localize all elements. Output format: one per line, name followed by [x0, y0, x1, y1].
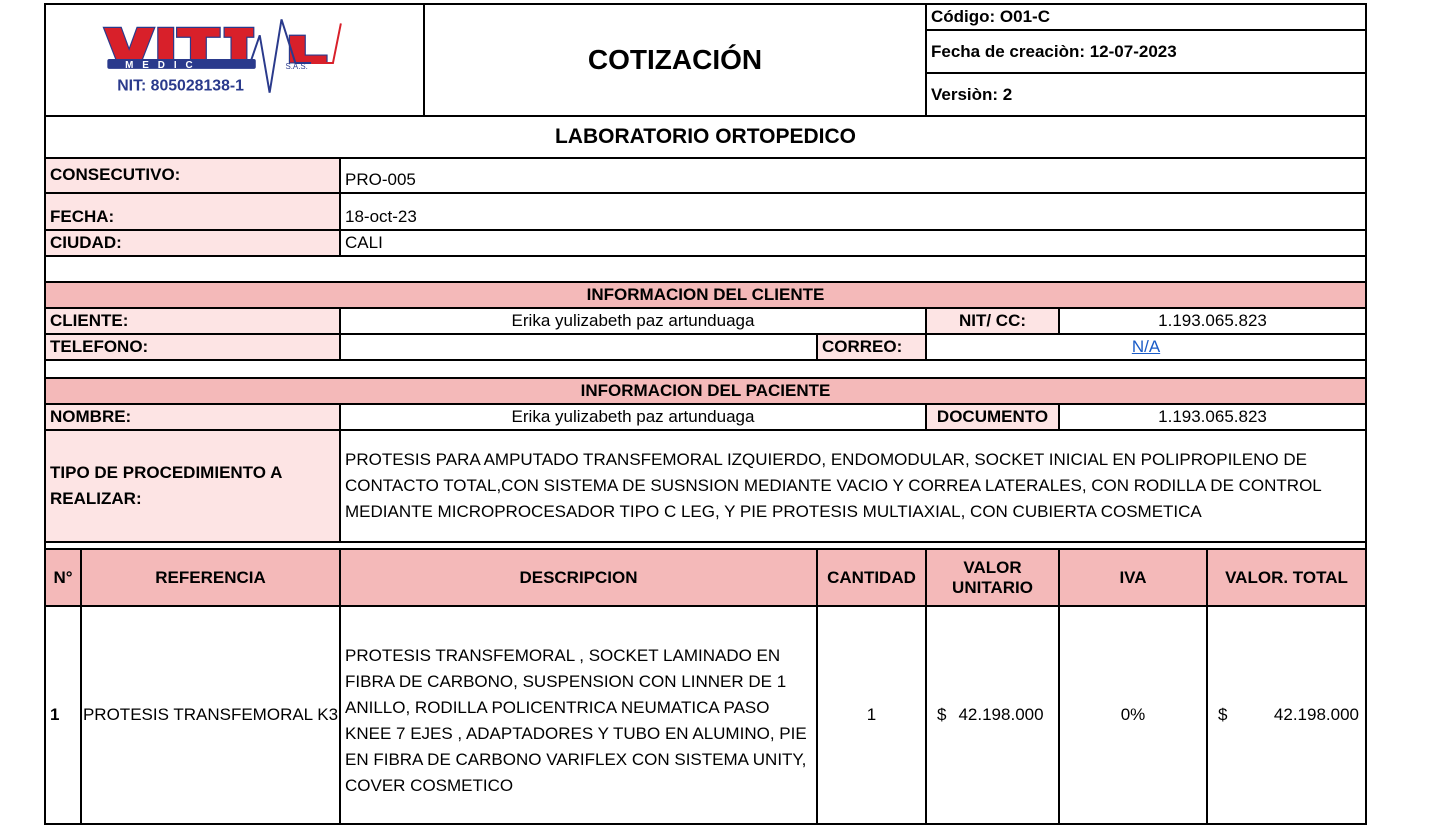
col-header-n: N°: [44, 548, 82, 607]
vittal-medic-logo: [46, 5, 423, 115]
procedimiento-label: TIPO DE PROCEDIMIENTO A REALIZAR:: [44, 429, 341, 543]
svg-text:MEDIC: MEDIC: [125, 59, 202, 71]
procedimiento-value: PROTESIS PARA AMPUTADO TRANSFEMORAL IZQUIERDO, ENDOMODULAR, SOCKET INICIAL EN POLIPROPILENO DE CONTACTO TOTAL,CON SISTEMA DE SUSNSION MEDIANTE VACIO Y CORREA LATERALES, CON RODILLA DE CONTROL MEDIANTE MICROPROCESADOR TIPO C LEG, Y PIE PROTESIS MULTIAXIAL, CON CUBIERTA COSMETICA: [339, 429, 1367, 543]
spacer-row: [44, 255, 1367, 283]
fecha-value: 18-oct-23: [339, 192, 1367, 231]
col-header-referencia: REFERENCIA: [80, 548, 341, 607]
currency-symbol: $: [937, 705, 947, 724]
col-header-iva: IVA: [1058, 548, 1208, 607]
valor-unitario-amount: 42.198.000: [958, 705, 1044, 724]
row-cantidad: 1: [816, 605, 927, 825]
spacer-row: [44, 359, 1367, 379]
correo-label: CORREO:: [816, 333, 927, 361]
cliente-label: CLIENTE:: [44, 307, 341, 335]
nit-value: 1.193.065.823: [1058, 307, 1367, 335]
row-descripcion: PROTESIS TRANSFEMORAL , SOCKET LAMINADO EN FIBRA DE CARBONO, SUSPENSION CON LINNER DE 1 ANILLO, RODILLA POLICENTRICA NEUMATICA PASO KNEE 7 EJES , ADAPTADORES Y TUBO EN ALUMINO, PIE EN FIBRA DE CARBONO VARIFLEX CON SISTEMA UNITY, COVER COSMETICO: [339, 605, 818, 825]
col-header-descripcion: DESCRIPCION: [339, 548, 818, 607]
valor-total-amount: 42.198.000: [1273, 705, 1359, 724]
cliente-value: Erika yulizabeth paz artunduaga: [339, 307, 927, 335]
paciente-section-header: INFORMACION DEL PACIENTE: [44, 377, 1367, 405]
row-n: 1: [44, 605, 82, 825]
row-iva: 0%: [1058, 605, 1208, 825]
currency-symbol: $: [1218, 705, 1228, 724]
col-header-valor-unitario: VALOR UNITARIO: [925, 548, 1060, 607]
row-valor-unitario: [925, 605, 1060, 825]
version-field: Versiòn: 2: [925, 72, 1367, 117]
fecha-label: FECHA:: [44, 192, 341, 231]
documento-value: 1.193.065.823: [1058, 403, 1367, 431]
correo-cell: [925, 333, 1367, 361]
svg-text:S.A.S.: S.A.S.: [285, 61, 308, 71]
row-valor-total: [1206, 605, 1367, 825]
col-header-valor-total: VALOR. TOTAL: [1206, 548, 1367, 607]
fecha-creacion-field: Fecha de creaciòn: 12-07-2023: [925, 29, 1367, 74]
nombre-value: Erika yulizabeth paz artunduaga: [339, 403, 927, 431]
row-referencia: PROTESIS TRANSFEMORAL K3: [80, 605, 341, 825]
col-header-cantidad: CANTIDAD: [816, 548, 927, 607]
nombre-label: NOMBRE:: [44, 403, 341, 431]
ciudad-value: CALI: [339, 229, 1367, 257]
table-row: [44, 605, 1367, 825]
section-title: LABORATORIO ORTOPEDICO: [44, 115, 1367, 159]
document-title: COTIZACIÓN: [423, 3, 927, 117]
consecutivo-label: CONSECUTIVO:: [44, 157, 341, 194]
codigo-field: Código: O01-C: [925, 3, 1367, 31]
telefono-label: TELEFONO:: [44, 333, 341, 361]
correo-link[interactable]: N/A: [1131, 337, 1161, 356]
documento-label: DOCUMENTO: [925, 403, 1060, 431]
logo-cell: [44, 3, 425, 117]
ciudad-label: CIUDAD:: [44, 229, 341, 257]
telefono-value[interactable]: [339, 333, 818, 361]
svg-text:NIT: 805028138-1: NIT: 805028138-1: [117, 77, 244, 95]
consecutivo-value: PRO-005: [339, 157, 1367, 194]
cliente-section-header: INFORMACION DEL CLIENTE: [44, 281, 1367, 309]
nit-label: NIT/ CC:: [925, 307, 1060, 335]
